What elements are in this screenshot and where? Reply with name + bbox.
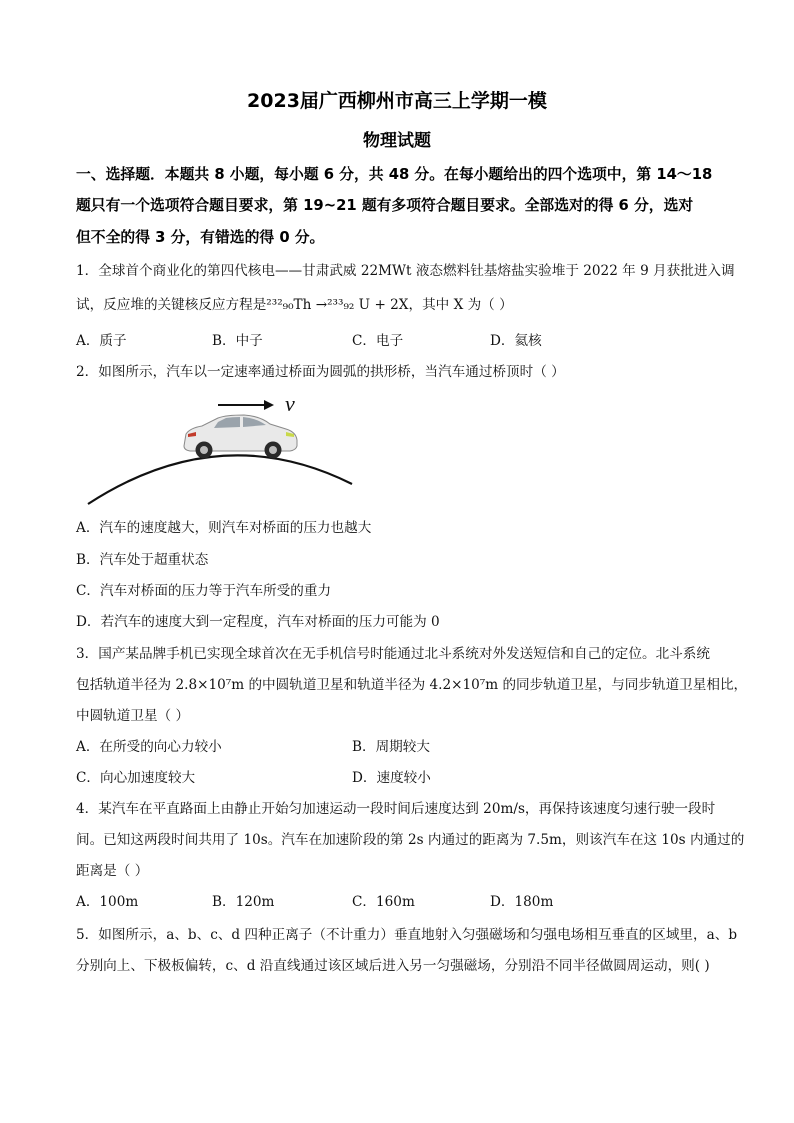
section-instructions-line-2: 题只有一个选项符合题目要求，第 19~21 题有多项符合题目要求。全部选对的得 6 分，选对 [76, 197, 694, 214]
q4-option-c: C．160m [352, 894, 415, 910]
bridge-arc [88, 455, 352, 504]
q2-option-c: C．汽车对桥面的压力等于汽车所受的重力 [76, 583, 332, 599]
q3-option-a: A．在所受的向心力较小 [76, 739, 222, 755]
q2-stem: 2．如图所示，汽车以一定速率通过桥面为圆弧的拱形桥，当汽车通过桥顶时（ ） [76, 364, 565, 380]
q2-option-d: D．若汽车的速度大到一定程度，汽车对桥面的压力可能为 0 [76, 614, 440, 630]
q1-stem-line-2: 试，反应堆的关键核反应方程是²³²₉₀Th →²³³₉₂ U + 2X，其中 X 为（ ） [76, 297, 513, 313]
q4-stem-line-3: 距离是（ ） [76, 863, 149, 879]
q4-stem-line-1: 4．某汽车在平直路面上由静止开始匀加速运动一段时间后速度达到 20m/s，再保持该速度匀速行驶一段时 [76, 801, 716, 817]
q3-stem-line-1: 3．国产某品牌手机已实现全球首次在无手机信号时能通过北斗系统对外发送短信和自己的定位。北斗系统 [76, 646, 710, 662]
q4-option-a: A．100m [76, 894, 139, 910]
q1-option-b: B．中子 [212, 333, 263, 349]
q3-option-c: C．向心加速度较大 [76, 770, 196, 786]
velocity-arrowhead [264, 400, 274, 410]
q1-option-d: D．氦核 [490, 333, 542, 349]
section-instructions-line-3: 但不全的得 3 分，有错选的得 0 分。 [76, 229, 325, 246]
arch-bridge-car-figure [80, 388, 380, 510]
car-icon [184, 415, 297, 459]
q1-stem-line-1: 1．全球首个商业化的第四代核电——甘肃武威 22MWt 液态燃料钍基熔盐实验堆于 2022 年 9 月获批进入调 [76, 263, 735, 279]
q2-option-a: A．汽车的速度越大，则汽车对桥面的压力也越大 [76, 520, 372, 536]
q3-option-d: D．速度较小 [352, 770, 431, 786]
velocity-label: v [285, 391, 295, 416]
q4-option-d: D．180m [490, 894, 554, 910]
section-instructions-line-1: 一、选择题．本题共 8 小题，每小题 6 分，共 48 分。在每小题给出的四个选项中，第 14～18 [76, 166, 713, 183]
exam-title: 2023届广西柳州市高三上学期一模 [247, 90, 547, 112]
q3-stem-line-3: 中圆轨道卫星（ ） [76, 708, 190, 724]
q5-stem-line-1: 5．如图所示，a、b、c、d 四种正离子（不计重力）垂直地射入匀强磁场和匀强电场相互垂直的区域里，a、b [76, 927, 738, 943]
q3-option-b: B．周期较大 [352, 739, 430, 755]
q5-stem-line-2: 分别向上、下极板偏转，c、d 沿直线通过该区域后进入另一匀强磁场，分别沿不同半径做圆周运动，则( ) [76, 958, 710, 974]
q1-option-c: C．电子 [352, 333, 404, 349]
q4-stem-line-2: 间。已知这两段时间共用了 10s。汽车在加速阶段的第 2s 内通过的距离为 7.5m，则该汽车在这 10s 内通过的 [76, 832, 745, 848]
q1-option-a: A．质子 [76, 333, 127, 349]
q2-option-b: B．汽车处于超重状态 [76, 552, 209, 568]
exam-subtitle: 物理试题 [363, 131, 431, 151]
q3-stem-line-2: 包括轨道半径为 2.8×10⁷m 的中圆轨道卫星和轨道半径为 4.2×10⁷m 的同步轨道卫星，与同步轨道卫星相比， [76, 677, 748, 693]
q4-option-b: B．120m [212, 894, 275, 910]
